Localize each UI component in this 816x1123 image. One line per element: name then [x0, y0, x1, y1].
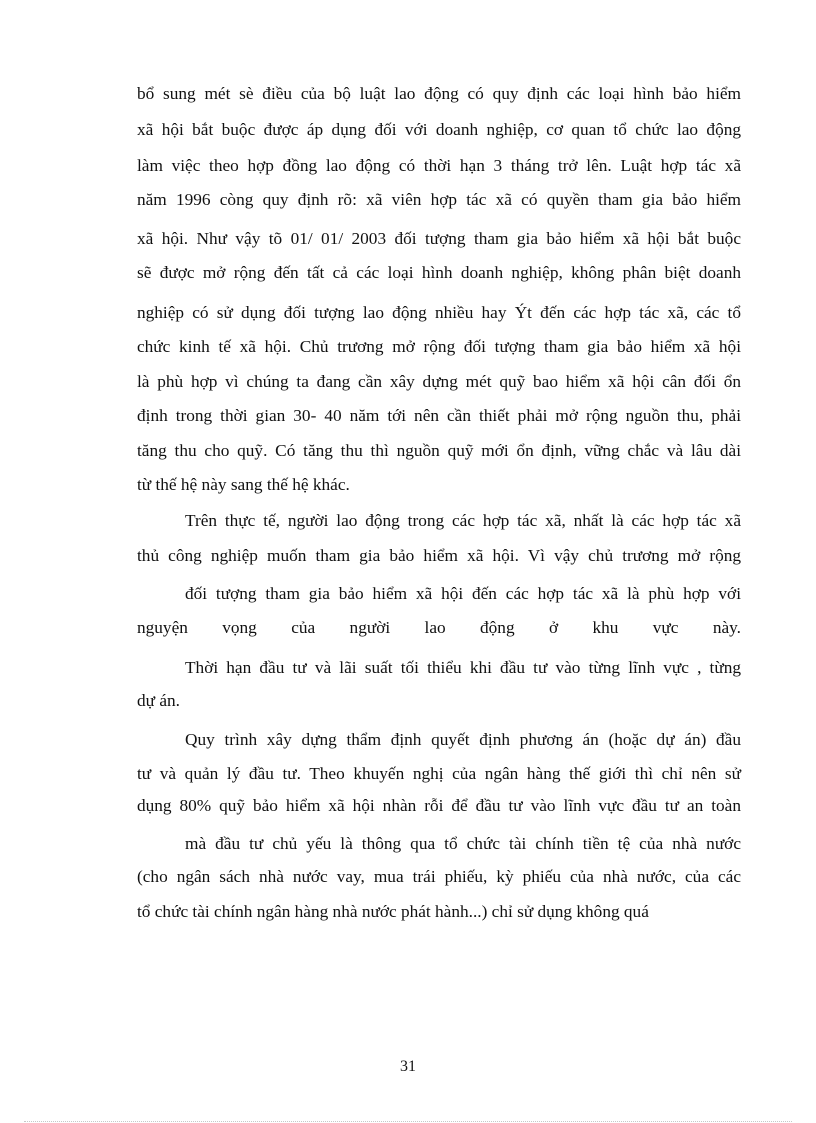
text-line: xã hội. Như vậy tõ 01/ 01/ 2003 đối tượng tham gia bảo hiểm xã hội bắt buộc	[137, 229, 741, 248]
text-line: là phù hợp vì chúng ta đang cần xây dựng mét quỹ bao hiểm xã hội cân đối ổn	[137, 372, 741, 391]
text-line: tư và quản lý đầu tư. Theo khuyến nghị của ngân hàng thế giới thì chỉ nên sử	[137, 764, 741, 783]
paragraph-first-line: Quy trình xây dựng thẩm định quyết định phương án (hoặc dự án) đầu	[185, 730, 741, 749]
text-line: làm việc theo hợp đồng lao động có thời hạn 3 tháng trở lên. Luật hợp tác xã	[137, 156, 741, 175]
text-line: nguyện vọng của người lao động ở khu vực này.	[137, 618, 741, 637]
text-line: sẽ được mở rộng đến tất cả các loại hình doanh nghiệp, không phân biệt doanh	[137, 263, 741, 282]
paragraph-first-line: Trên thực tế, người lao động trong các hợp tác xã, nhất là các hợp tác xã	[185, 511, 741, 530]
text-line: dự án.	[137, 691, 180, 710]
text-line: năm 1996 còng quy định rõ: xã viên hợp tác xã có quyền tham gia bảo hiểm	[137, 190, 741, 209]
text-line: nghiệp có sử dụng đối tượng lao động nhiều hay Ýt đến các hợp tác xã, các tổ	[137, 303, 741, 322]
paragraph-first-line: Thời hạn đầu tư và lãi suất tối thiểu khi đầu tư vào từng lĩnh vực , từng	[185, 658, 741, 677]
text-line: dụng 80% quỹ bảo hiểm xã hội nhàn rỗi để đầu tư vào lĩnh vực đầu tư an toàn	[137, 796, 741, 815]
page-bottom-rule	[24, 1121, 792, 1122]
text-line: (cho ngân sách nhà nước vay, mua trái phiếu, kỳ phiếu của nhà nước, của các	[137, 867, 741, 886]
text-line: đối tượng tham gia bảo hiểm xã hội đến các hợp tác xã là phù hợp với	[185, 584, 741, 603]
text-line: xã hội bắt buộc được áp dụng đối với doanh nghiệp, cơ quan tổ chức lao động	[137, 120, 741, 139]
text-line: bổ sung mét sè điều của bộ luật lao động có quy định các loại hình bảo hiểm	[137, 84, 741, 103]
text-line: từ thế hệ này sang thế hệ khác.	[137, 475, 350, 494]
text-line: chức kinh tế xã hội. Chủ trương mở rộng đối tượng tham gia bảo hiểm xã hội	[137, 337, 741, 356]
text-line: định trong thời gian 30- 40 năm tới nên cần thiết phải mở rộng nguồn thu, phải	[137, 406, 741, 425]
text-line: mà đầu tư chủ yếu là thông qua tổ chức tài chính tiền tệ của nhà nước	[185, 834, 741, 853]
page-number: 31	[400, 1058, 416, 1075]
text-line: tăng thu cho quỹ. Có tăng thu thì nguồn quỹ mới ổn định, vững chắc và lâu dài	[137, 441, 741, 460]
text-line: thủ công nghiệp muốn tham gia bảo hiểm xã hội. Vì vậy chủ trương mở rộng	[137, 546, 741, 565]
text-line: tổ chức tài chính ngân hàng nhà nước phát hành...) chỉ sử dụng không quá	[137, 902, 649, 921]
